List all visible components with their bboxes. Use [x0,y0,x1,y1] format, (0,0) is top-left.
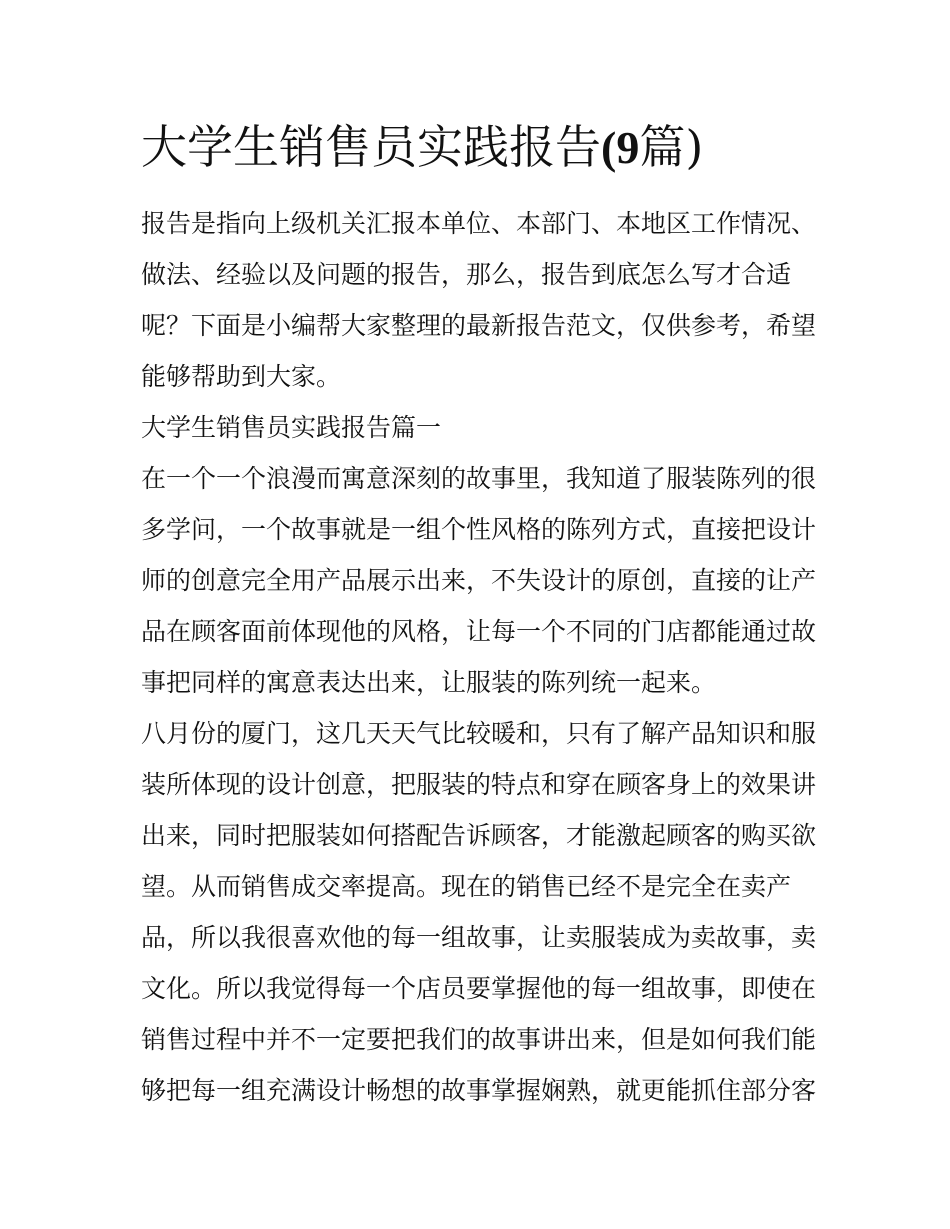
intro-line: 报告是指向上级机关汇报本单位、本部门、本地区工作情况、 [141,209,817,238]
body-line: 事把同样的寓意表达出来，让服装的陈列统一起来。 [141,668,717,697]
title-text: 大学生销售员实践报告 [141,120,601,174]
body-line: 销售过程中并不一定要把我们的故事讲出来，但是如何我们能 [141,1025,817,1054]
body-line: 多学问，一个故事就是一组个性风格的陈列方式，直接把设计 [141,515,817,544]
intro-line: 能够帮助到大家。 [141,362,342,391]
title-count: (9 [601,122,640,173]
body-line: 师的创意完全用产品展示出来，不失设计的原创，直接的让产 [141,566,817,595]
body-line: 文化。所以我觉得每一个店员要掌握他的每一组故事，即使在 [141,974,817,1003]
body-line: 出来，同时把服装如何搭配告诉顾客，才能激起顾客的购买欲 [141,821,817,850]
section-heading: 大学生销售员实践报告篇一 [141,413,442,442]
intro-line: 做法、经验以及问题的报告，那么，报告到底怎么写才合适 [141,260,792,289]
document-title [141,112,813,182]
body-line: 望。从而销售成交率提高。现在的销售已经不是完全在卖产 [141,872,792,901]
intro-line: 呢？下面是小编帮大家整理的最新报告范文，仅供参考，希望 [141,311,817,340]
body-line: 品，所以我很喜欢他的每一组故事，让卖服装成为卖故事，卖 [141,923,817,952]
title-suffix: 篇) [639,120,704,174]
body-line: 八月份的厦门，这几天天气比较暖和，只有了解产品知识和服 [141,719,817,748]
document-content [141,112,817,1116]
body-line: 品在顾客面前体现他的风格，让每一个不同的门店都能通过故 [141,617,817,646]
body-line: 够把每一组充满设计畅想的故事掌握娴熟，就更能抓住部分客 [141,1076,817,1105]
body-line: 装所体现的设计创意，把服装的特点和穿在顾客身上的效果讲 [141,770,817,799]
body-line: 在一个一个浪漫而寓意深刻的故事里，我知道了服装陈列的很 [141,464,817,493]
